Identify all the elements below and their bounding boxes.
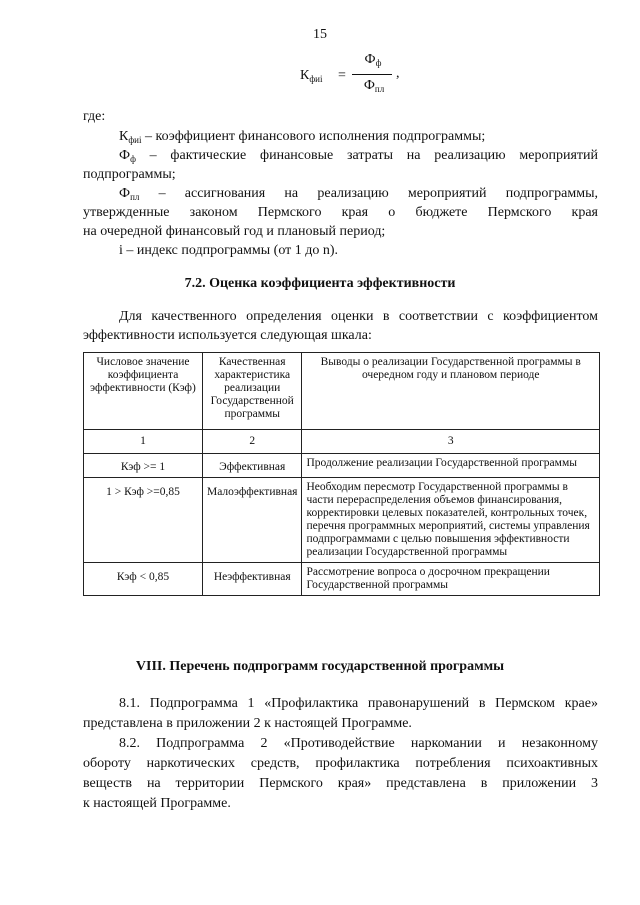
section-8-p1-line1: 8.1. Подпрограмма 1 «Профилактика правонарушений в Пермском крае» [119,696,598,711]
table-cell-quality: Неэффективная [203,563,302,596]
definition-ff-text: – фактические финансовые затраты на реализацию мероприятий [135,148,598,163]
formula-numerator-sub: ф [375,58,382,68]
table-cell-value: Кэф >= 1 [84,454,203,478]
table-cell-quality: Эффективная [203,454,302,478]
section-8-p2-line4: к настоящей Программе. [83,796,231,811]
table-header-row [84,353,600,430]
formula-numerator [356,52,390,68]
table-cell-conclusion: Рассмотрение вопроса о досрочном прекращении Государственной программы [302,563,600,596]
definition-i: i – индекс подпрограммы (от 1 до n). [119,243,339,258]
table-row [84,478,600,563]
definition-ff-line2: подпрограммы; [83,167,176,182]
formula-equals: = [338,68,346,83]
column-number: 2 [203,430,302,454]
definition-ff-sub: ф [130,154,136,164]
definition-k-text: – коэффициент финансового исполнения подпрограммы; [141,129,486,144]
formula-lhs-sub: фиi [309,74,323,84]
formula-comma: , [396,66,400,81]
definition-fp-line2: утвержденные законом Пермского края о бюджете Пермского края [83,205,598,220]
efficiency-scale-table [83,352,600,596]
table-cell-value: 1 > Кэф >=0,85 [84,478,203,563]
definition-k-symbol: К [119,129,129,144]
table-cell-value: Кэф < 0,85 [84,563,203,596]
definition-fp-symbol: Ф [119,186,131,201]
definition-fp-line3: на очередной финансовый год и плановый период; [83,224,386,239]
section-72-intro-line1: Для качественного определения оценки в соответствии с коэффициентом [119,309,598,324]
definition-k-sub: фиi [128,135,142,145]
table-cell-conclusion: Продолжение реализации Государственной программы [302,454,600,478]
section-8-p1-line2: представлена в приложении 2 к настоящей Программе. [83,716,412,731]
table-row [84,563,600,596]
definition-fp-sub: пл [130,192,140,202]
section-72-heading: 7.2. Оценка коэффициента эффективности [184,276,456,291]
table-column-numbers-row [84,430,600,454]
table-row [84,454,600,478]
where-label: где: [83,109,106,124]
table-header-value: Числовое значение коэффициента эффективности (Кэф) [84,353,203,430]
column-number: 3 [302,430,600,454]
table-header-conclusion: Выводы о реализации Государственной программы в очередном году и плановом периоде [302,353,600,430]
formula [300,52,420,102]
page-number: 15 [313,27,327,42]
section-8-heading: VIII. Перечень подпрограмм государственной программы [135,659,505,674]
definition-fp-text: – ассигнования на реализацию мероприятий подпрограммы, [139,186,598,201]
formula-denominator-symbol: Ф [363,78,375,93]
formula-numerator-symbol: Ф [364,52,376,67]
table-cell-quality: Малоэффективная [203,478,302,563]
section-8-p2-line1: 8.2. Подпрограмма 2 «Противодействие наркомании и незаконному [119,736,598,751]
section-72-intro-line2: эффективности используется следующая шкала: [83,328,372,343]
table-cell-conclusion: Необходим пересмотр Государственной программы в части перераспределения объемов финансирования, корректировки целевых показателей, контрольных точек, перечня программных мероприятий, системы управления подпрограммами с целью повышения эффективности реализации Государственной программы [302,478,600,563]
formula-denominator [352,78,396,94]
fraction-bar [352,74,392,75]
column-number: 1 [84,430,203,454]
table-header-quality: Качественная характеристика реализации Государственной программы [203,353,302,430]
definition-ff-symbol: Ф [119,148,131,163]
formula-lhs-symbol: К [300,68,310,83]
formula-lhs [300,68,323,84]
section-8-p2-line2: обороту наркотических средств, профилактика потребления психоактивных [83,756,598,771]
section-8-p2-line3: веществ на территории Пермского края» представлена в приложении 3 [83,776,598,791]
formula-denominator-sub: пл [374,84,385,94]
